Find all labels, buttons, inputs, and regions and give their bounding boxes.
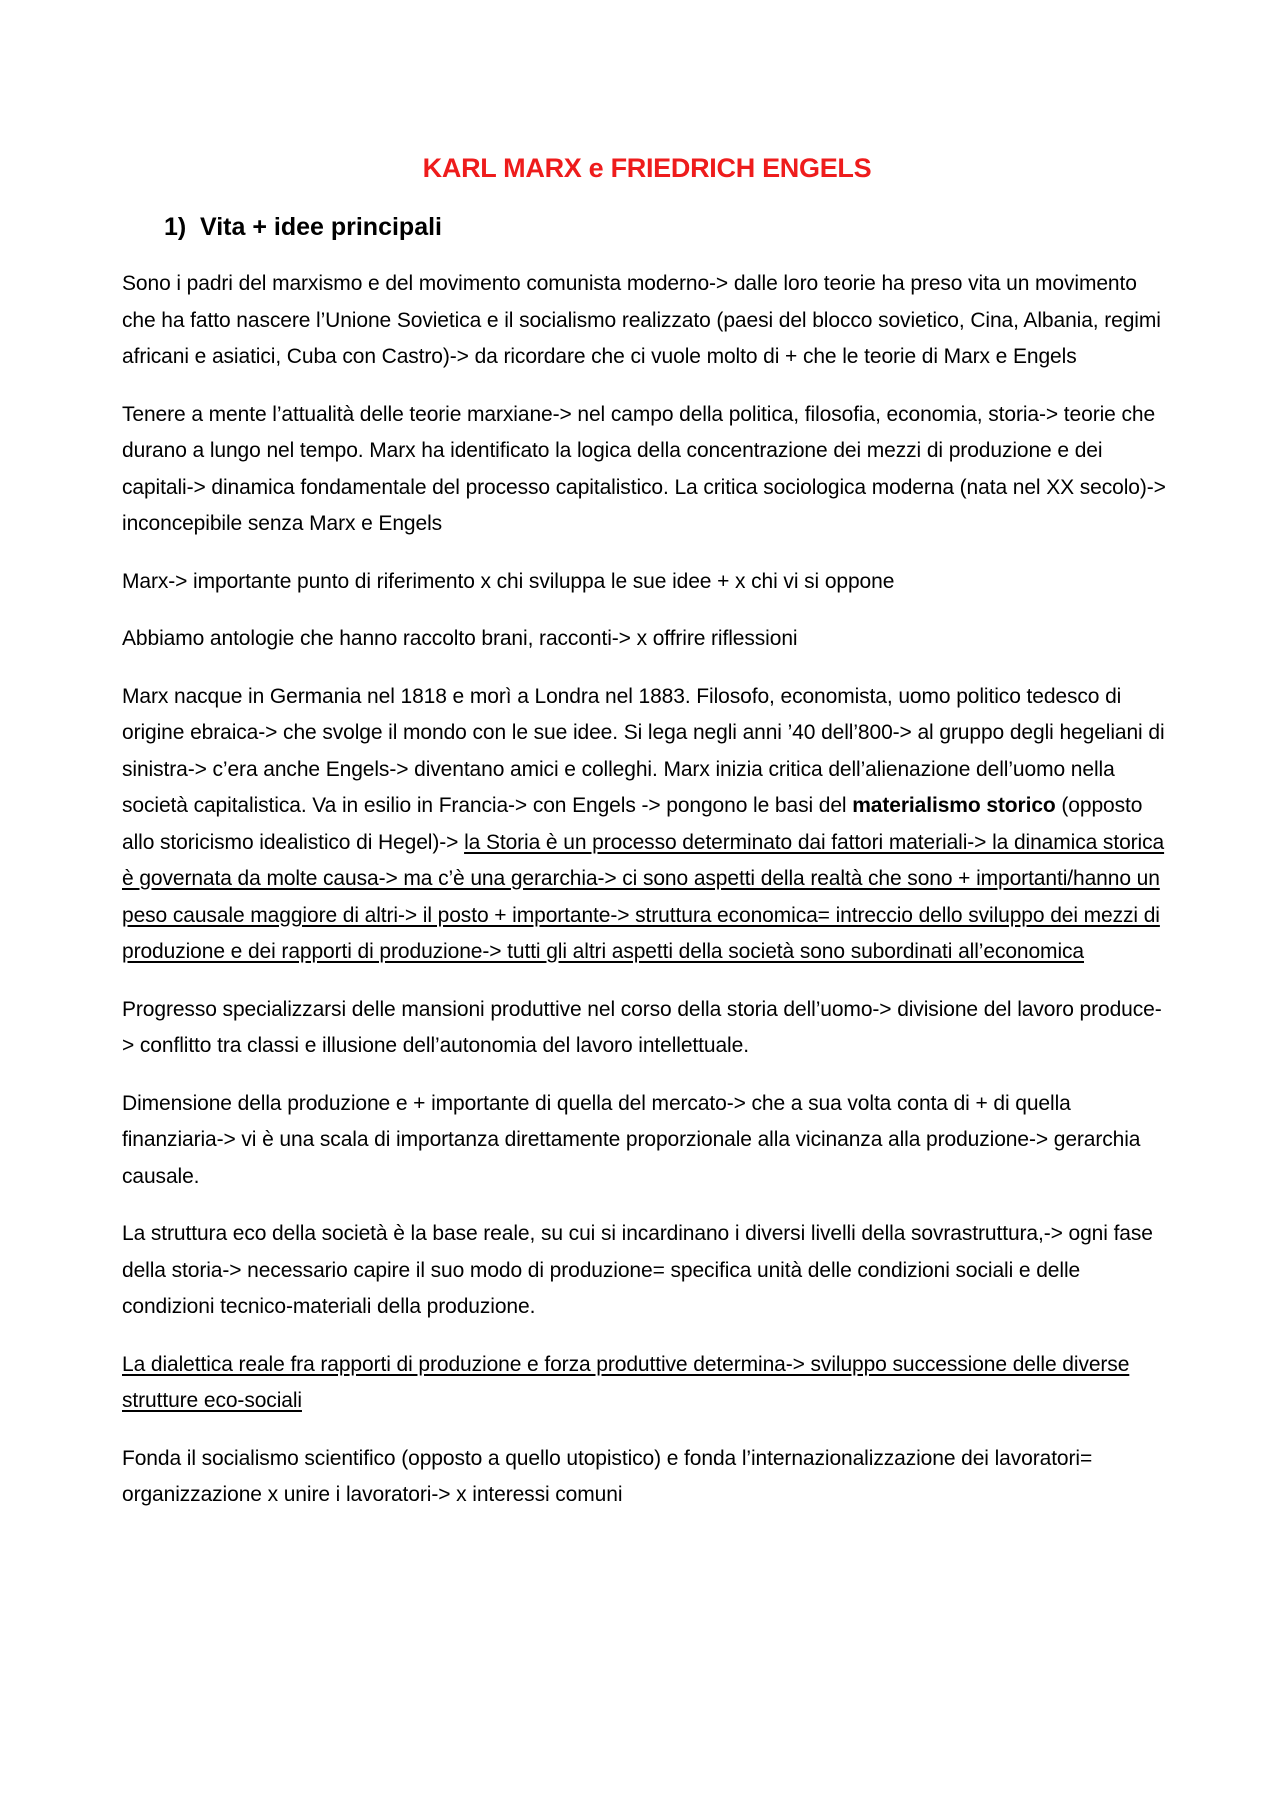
paragraph-riferimento: Marx-> importante punto di riferimento x chi sviluppa le sue idee + x chi vi si oppone <box>122 569 895 593</box>
document-page <box>122 150 1172 1535</box>
paragraph-produzione: Dimensione della produzione e + importante di quella del mercato-> che a sua volta conta di + di quella finanziaria-> vi è una scala di importanza direttamente proporzionale alla vicinanza alla produzione-> gerarchia causale. <box>122 1091 1141 1188</box>
materialismo-storico-bold: materialismo storico <box>852 794 1056 817</box>
paragraph-dialettica: La dialettica reale fra rapporti di produzione e forza produttive determina-> sviluppo successione delle diverse strutture eco-sociali <box>122 1352 1130 1412</box>
paragraph-intro: Sono i padri del marxismo e del movimento comunista moderno-> dalle loro teorie ha preso vita un movimento che ha fatto nascere l’Unione Sovietica e il socialismo realizzato (paesi del blocco sovietico, Cina, Albania, regimi africani e asiatici, Cuba con Castro)-> da ricordare che ci vuole molto di + che le teorie di Marx e Engels <box>122 272 1161 368</box>
biografia-text: Marx nacque in Germania nel 1818 e morì a Londra nel 1883. Filosofo, economista, uomo politico tedesco di origine ebraica-> che svolge il mondo con le sue idee. Si lega negli anni ’40 dell’800-> al gruppo degli hegeliani di sinistra-> c’era anche Engels-> diventano amici e colleghi. Marx inizia critica dell’alienazione dell’uomo nella società capitalistica. Va in esilio in Francia-> con Engels -> pongono le basi del <box>122 684 1165 817</box>
biografia-text-continued: (opposto allo storicismo idealistico di Hegel)-> <box>122 794 1143 854</box>
section-heading <box>164 210 1172 244</box>
paragraph-biografia <box>122 679 1172 971</box>
paragraph-attualita: Tenere a mente l’attualità delle teorie marxiane-> nel campo della politica, filosofia, economia, storia-> teorie che durano a lungo nel tempo. Marx ha identificato la logica della concentrazione dei mezzi di produzione e dei capitali-> dinamica fondamentale del processo capitalistico. La critica sociologica moderna (nata nel XX secolo)-> inconcepibile senza Marx e Engels <box>122 402 1166 535</box>
paragraph-antologie: Abbiamo antologie che hanno raccolto brani, racconti-> x offrire riflessioni <box>122 627 798 650</box>
paragraph-struttura: La struttura eco della società è la base reale, su cui si incardinano i diversi livelli della sovrastruttura,-> ogni fase della storia-> necessario capire il suo modo di produzione= specifica unità delle condizioni sociali e delle condizioni tecnico-materiali della produzione. <box>122 1222 1153 1318</box>
storia-underlined-text: la Storia è un processo determinato dai fattori materiali-> la dinamica storica è governata da molte causa-> ma c’è una gerarchia-> ci sono aspetti della realtà che sono + importanti/hanno un peso causale maggiore di altri-> il posto + importante-> struttura economica= intreccio dello sviluppo dei mezzi di produzione e dei rapporti di produzione-> tutti gli altri aspetti della società sono subordinati all’economica <box>122 830 1165 963</box>
section-number: 1) <box>164 213 187 241</box>
document-title: KARL MARX e FRIEDRICH ENGELS <box>422 153 872 183</box>
paragraph-divisione-lavoro: Progresso specializzarsi delle mansioni produttive nel corso della storia dell’uomo-> divisione del lavoro produce-> conflitto tra classi e illusione dell’autonomia del lavoro intellettuale. <box>122 997 1162 1057</box>
paragraph-socialismo: Fonda il socialismo scientifico (opposto a quello utopistico) e fonda l’internazionalizzazione dei lavoratori= organizzazione x unire i lavoratori-> x interessi comuni <box>122 1446 1093 1506</box>
section-heading-text: Vita + idee principali <box>200 213 442 241</box>
